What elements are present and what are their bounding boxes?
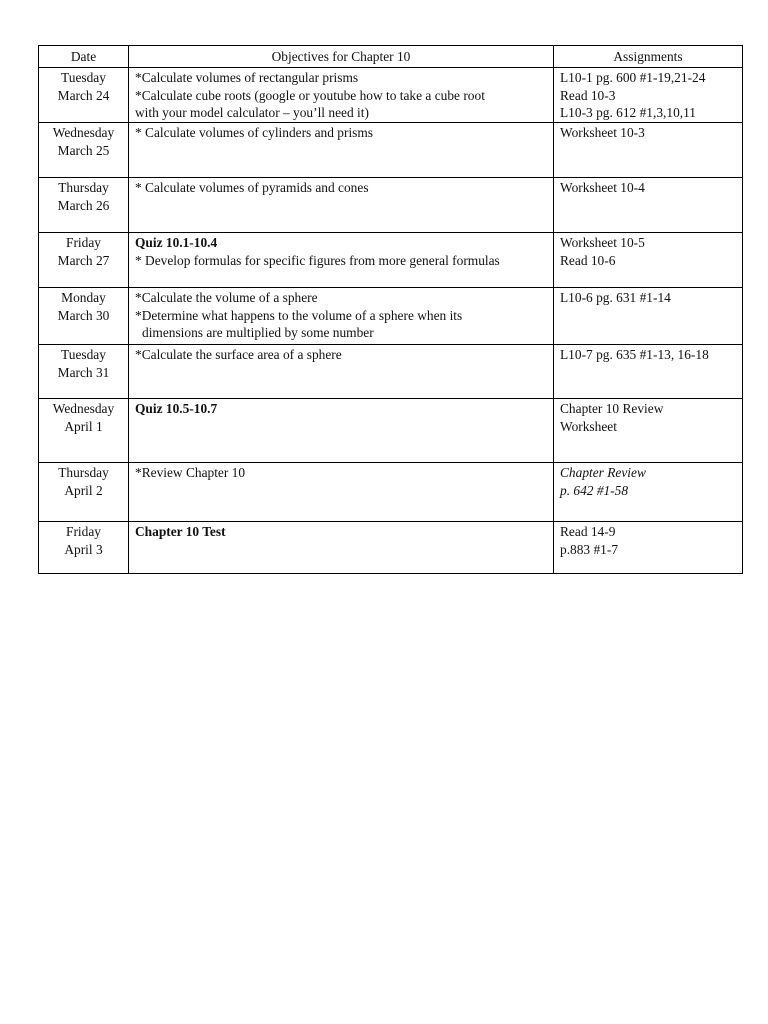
assignments-cell — [554, 68, 743, 123]
assignment-text: p.883 #1-7 — [560, 541, 619, 557]
table-row — [39, 233, 743, 288]
table-row — [39, 68, 743, 123]
day-label: Friday — [66, 235, 101, 250]
date-label: March 27 — [57, 252, 110, 268]
date-label: March 30 — [57, 307, 110, 323]
objective-text: *Calculate the volume of a sphere — [135, 290, 318, 305]
date-cell — [39, 399, 129, 463]
objective-text: *Calculate cube roots (google or youtube how to take a cube root — [135, 87, 485, 103]
test-label: Chapter 10 Test — [135, 524, 226, 539]
objectives-cell — [129, 288, 554, 345]
assignment-text: Read 10-3 — [560, 87, 616, 103]
day-label: Thursday — [58, 465, 109, 480]
assignments-cell — [554, 178, 743, 233]
assignments-cell — [554, 288, 743, 345]
assignments-cell — [554, 522, 743, 574]
assignment-text: L10-6 pg. 631 #1-14 — [560, 290, 671, 305]
table-row — [39, 345, 743, 399]
date-cell — [39, 178, 129, 233]
objective-text: *Calculate the surface area of a sphere — [135, 347, 342, 362]
table-row — [39, 288, 743, 345]
assignment-text: Worksheet 10-3 — [560, 125, 645, 140]
objectives-cell — [129, 345, 554, 399]
table-row — [39, 463, 743, 522]
objective-text: *Review Chapter 10 — [135, 465, 246, 480]
objective-text: *Calculate volumes of rectangular prisms — [135, 70, 359, 85]
date-label: April 1 — [64, 418, 103, 434]
objectives-cell — [129, 178, 554, 233]
date-cell — [39, 123, 129, 178]
day-label: Monday — [61, 290, 106, 305]
quiz-label: Quiz 10.5-10.7 — [135, 401, 218, 416]
objectives-column-header: Objectives for Chapter 10 — [129, 46, 554, 68]
objective-text: * Develop formulas for specific figures from more general formulas — [135, 252, 500, 268]
objectives-cell — [129, 123, 554, 178]
assignment-text: Read 10-6 — [560, 252, 616, 268]
table-row — [39, 178, 743, 233]
objective-text: * Calculate volumes of pyramids and cones — [135, 180, 369, 195]
assignment-text: Chapter Review — [560, 465, 646, 480]
date-label: April 3 — [64, 541, 103, 557]
assignment-text: Read 14-9 — [560, 524, 616, 539]
date-cell — [39, 463, 129, 522]
date-cell — [39, 288, 129, 345]
date-cell — [39, 233, 129, 288]
objective-text: dimensions are multiplied by some number — [142, 325, 374, 340]
date-cell — [39, 345, 129, 399]
assignment-text: L10-7 pg. 635 #1-13, 16-18 — [560, 347, 709, 362]
assignment-text: L10-3 pg. 612 #1,3,10,11 — [560, 105, 697, 120]
table-row — [39, 123, 743, 178]
objectives-cell — [129, 399, 554, 463]
day-label: Friday — [66, 524, 101, 539]
schedule-table — [38, 45, 743, 574]
date-column-header: Date — [39, 46, 129, 68]
assignment-text: Worksheet 10-4 — [560, 180, 645, 195]
assignment-text: Worksheet — [560, 418, 617, 434]
quiz-label: Quiz 10.1-10.4 — [135, 235, 218, 250]
assignment-text: Worksheet 10-5 — [560, 235, 645, 250]
date-cell — [39, 68, 129, 123]
day-label: Tuesday — [61, 347, 106, 362]
objectives-cell — [129, 233, 554, 288]
assignments-column-header: Assignments — [554, 46, 743, 68]
objective-text: with your model calculator – you’ll need it) — [135, 105, 369, 120]
day-label: Wednesday — [52, 401, 115, 416]
day-label: Thursday — [58, 180, 109, 195]
assignments-cell — [554, 463, 743, 522]
objective-text: *Determine what happens to the volume of a sphere when its — [135, 307, 463, 323]
date-label: March 24 — [57, 87, 110, 103]
assignment-text: Chapter 10 Review — [560, 401, 664, 416]
day-label: Tuesday — [61, 70, 106, 85]
table-row — [39, 522, 743, 574]
date-label: April 2 — [64, 482, 103, 498]
objectives-cell — [129, 463, 554, 522]
assignment-text: L10-1 pg. 600 #1-19,21-24 — [560, 70, 706, 85]
assignments-cell — [554, 123, 743, 178]
objectives-cell — [129, 522, 554, 574]
assignments-cell — [554, 233, 743, 288]
assignments-cell — [554, 399, 743, 463]
date-label: March 26 — [57, 197, 110, 213]
date-label: March 25 — [57, 142, 110, 158]
header-row — [39, 46, 743, 68]
date-label: March 31 — [57, 364, 110, 380]
assignment-text: p. 642 #1-58 — [560, 482, 629, 498]
day-label: Wednesday — [52, 125, 115, 140]
table-row — [39, 399, 743, 463]
assignments-cell — [554, 345, 743, 399]
objective-text: * Calculate volumes of cylinders and prisms — [135, 125, 374, 140]
date-cell — [39, 522, 129, 574]
objectives-cell — [129, 68, 554, 123]
